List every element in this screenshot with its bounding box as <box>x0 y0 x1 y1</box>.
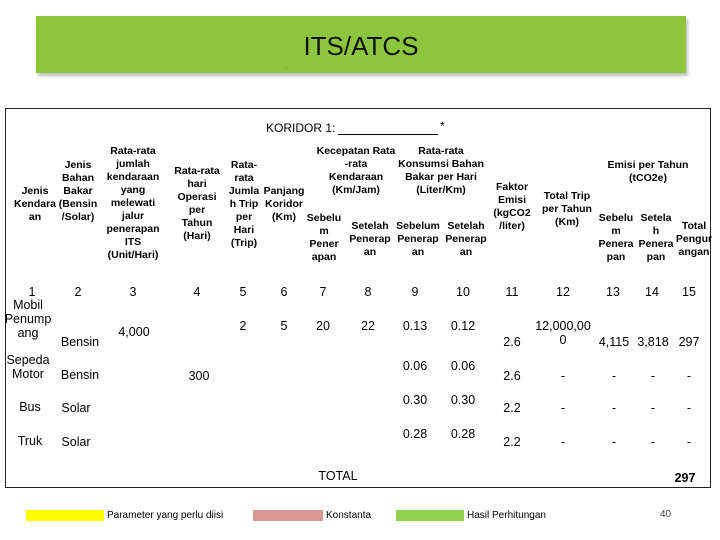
header-hari-operasi: Rata-rata hari Operasi per Tahun (Hari) <box>174 165 220 242</box>
row-reduction: - <box>686 369 692 383</box>
header-emisi-sebelum: Sebelu m Penera pan <box>598 212 634 263</box>
koridor-underline <box>338 134 438 135</box>
total-label: TOTAL <box>318 469 358 483</box>
koridor-star: * <box>440 119 445 133</box>
row-vehicle: Sepeda Motor <box>6 353 50 381</box>
row-reduction: - <box>686 401 692 415</box>
row-emisi-before: - <box>611 401 617 415</box>
col-number: 6 <box>280 285 288 299</box>
row-emisi-before: - <box>611 369 617 383</box>
row-emisi-before: 4,115 <box>598 335 630 349</box>
row-factor: 2.2 <box>503 401 521 415</box>
legend-swatch-constant <box>253 510 323 521</box>
row-cons-before: 0.28 <box>402 427 428 441</box>
row-cons-after: 0.12 <box>450 319 476 333</box>
row-emisi-after: 3,818 <box>637 335 669 349</box>
row-factor: 2.6 <box>503 335 521 349</box>
days-value: 300 <box>188 369 210 383</box>
row-fuel: Solar <box>61 435 91 449</box>
row-reduction: - <box>686 435 692 449</box>
row-total-trip: - <box>560 369 566 383</box>
col-number: 7 <box>319 285 327 299</box>
col-number: 2 <box>74 285 82 299</box>
row-reduction: 297 <box>678 335 700 349</box>
header-kecepatan: Kecepatan Rata -rata Kendaraan (Km/Jam) <box>316 145 396 196</box>
row-factor: 2.6 <box>503 369 521 383</box>
row-fuel: Bensin <box>60 335 100 349</box>
row-cons-after: 0.30 <box>450 393 476 407</box>
row-cons-after: 0.06 <box>450 359 476 373</box>
col-number: 4 <box>193 285 201 299</box>
banner-dot: · <box>285 66 287 72</box>
row-emisi-after: - <box>650 401 656 415</box>
page-number: 40 <box>660 509 672 520</box>
col-number: 1 <box>28 285 36 299</box>
row-vehicle: Mobil Penump ang <box>4 298 52 340</box>
header-konsumsi-bbm: Rata-rata Konsumsi Bahan Bakar per Hari (Liter/Km) <box>398 145 484 196</box>
header-kecepatan-sebelum: Sebelu m Pener apan <box>306 212 342 263</box>
col-number: 13 <box>606 285 620 299</box>
col-number: 3 <box>129 285 137 299</box>
row-factor: 2.2 <box>503 435 521 449</box>
col-number: 8 <box>364 285 372 299</box>
header-emisi-setelah: Setela h Penera pan <box>638 212 674 263</box>
legend-swatch-input <box>26 510 104 521</box>
col-number: 9 <box>411 285 419 299</box>
row-cons-before: 0.06 <box>402 359 428 373</box>
header-trip-per-hari: Rata- rata Jumla h Trip per Hari (Trip) <box>228 159 260 249</box>
total-value: 297 <box>674 471 696 485</box>
length-value: 5 <box>280 319 288 333</box>
row-fuel: Bensin <box>60 368 100 382</box>
col-number: 12 <box>556 285 570 299</box>
col-number: 5 <box>239 285 247 299</box>
row-cons-before: 0.13 <box>402 319 428 333</box>
header-total-trip: Total Trip per Tahun (Km) <box>542 190 592 228</box>
header-konsumsi-setelah: Setelah Penerap an <box>445 220 487 258</box>
header-faktor-emisi: Faktor Emisi (kgCO2 /liter) <box>493 181 531 232</box>
row-fuel: Solar <box>61 401 91 415</box>
row-total-trip: 12,000,00 0 <box>535 319 591 347</box>
legend-label-constant: Konstanta <box>326 510 372 521</box>
header-jenis-kendaraan: Jenis Kendara an <box>13 185 56 223</box>
row-vehicle: Truk <box>17 434 43 448</box>
legend-label-input: Parameter yang perlu diisi <box>107 510 224 521</box>
row-emisi-after: - <box>650 369 656 383</box>
header-kecepatan-setelah: Setelah Penerap an <box>349 220 391 258</box>
slide-title: ITS/ATCS <box>303 31 419 61</box>
row-total-trip: - <box>560 401 566 415</box>
row-cons-after: 0.28 <box>450 427 476 441</box>
header-total-pengurangan: Total Pengur angan <box>675 220 713 258</box>
row-total-trip: - <box>560 435 566 449</box>
speed-after-value: 22 <box>361 319 375 333</box>
header-jenis-bahan-bakar: Jenis Bahan Bakar (Bensin /Solar) <box>58 159 98 223</box>
row-vehicle: Bus <box>19 400 41 414</box>
row-emisi-before: - <box>611 435 617 449</box>
header-konsumsi-sebelum: Sebelum Penerap an <box>396 220 440 258</box>
speed-before-value: 20 <box>316 319 330 333</box>
volume-value: 4,000 <box>118 325 150 339</box>
title-banner <box>36 16 686 73</box>
col-number: 15 <box>682 285 696 299</box>
col-number: 10 <box>456 285 470 299</box>
koridor-label: KORIDOR 1: <box>266 121 336 135</box>
legend-label-result: Hasil Perhitungan <box>467 510 546 521</box>
col-number: 11 <box>505 285 519 299</box>
col-number: 14 <box>645 285 659 299</box>
row-cons-before: 0.30 <box>402 393 428 407</box>
row-emisi-after: - <box>650 435 656 449</box>
header-emisi-per-tahun: Emisi per Tahun (tCO2e) <box>607 159 689 184</box>
header-volume: Rata-rata jumlah kendaraan yang melewati jalur penerapan ITS (Unit/Hari) <box>106 145 160 261</box>
trips-value: 2 <box>239 319 247 333</box>
emission-table <box>5 108 711 488</box>
legend-swatch-result <box>396 510 464 521</box>
header-panjang-koridor: Panjang Koridor (Km) <box>263 185 305 223</box>
